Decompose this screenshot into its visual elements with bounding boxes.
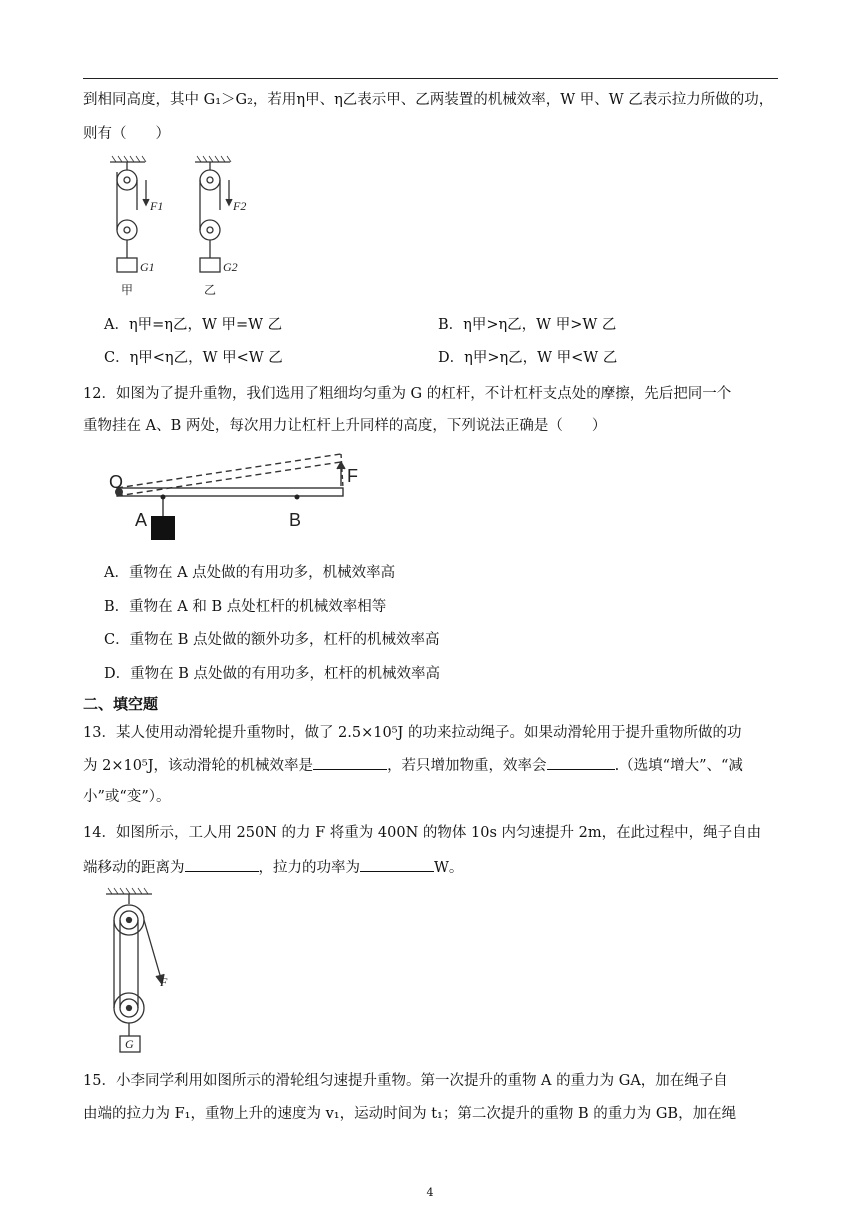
q12-lever-figure — [105, 450, 365, 546]
page-number: 4 — [426, 1186, 434, 1199]
q12-line1: 12．如图为了提升重物，我们选用了粗细均匀重为 G 的杠杆，不计杠杆支点处的摩擦，先后把同一个 — [83, 386, 732, 402]
q12-fig-o: O — [109, 472, 124, 492]
q14-blank-1[interactable] — [185, 857, 259, 872]
header-rule — [83, 78, 778, 79]
q13-line2-text-a: 为 2×10⁵J，该动滑轮的机械效率是 — [83, 758, 314, 774]
q14-fig-f: F — [160, 975, 168, 989]
q13-line2-text-b: ，若只增加物重，效率会 — [387, 758, 547, 774]
q11-fig-g2: G2 — [223, 260, 238, 274]
q12-option-c: C．重物在 B 点处做的额外功多，杠杆的机械效率高 — [104, 632, 440, 648]
q14-line2 — [83, 857, 463, 878]
section-title: 二、填空题 — [83, 695, 159, 713]
q12-option-b: B．重物在 A 和 B 点处杠杆的机械效率相等 — [104, 599, 387, 615]
q14-pulley-figure — [100, 886, 180, 1058]
q11-option-b: B．η甲>η乙，W 甲>W 乙 — [438, 317, 617, 333]
q12-fig-a: A — [135, 510, 148, 530]
q13-line2-text-c: .（选填“增大”、“减 — [614, 758, 743, 774]
q11-option-d: D．η甲>η乙，W 甲<W 乙 — [438, 350, 618, 366]
q13-blank-2[interactable] — [547, 755, 615, 770]
q13-line2 — [83, 755, 743, 776]
q11-fig-f1: F1 — [150, 199, 164, 213]
q12-option-d: D．重物在 B 点处做的有用功多，杠杆的机械效率高 — [104, 666, 440, 682]
q11-line1: 到相同高度，其中 G₁＞G₂，若用η甲、η乙表示甲、乙两装置的机械效率，W 甲、W 乙表示拉力所做的功， — [83, 92, 774, 108]
q11-fig-g1: G1 — [140, 260, 155, 274]
q14-blank-2[interactable] — [360, 857, 434, 872]
q11-fig-yi: 乙 — [204, 283, 217, 297]
q14-fig-g: G — [125, 1037, 134, 1051]
q11-line2: 则有（ ） — [83, 126, 170, 142]
q11-option-a: A．η甲=η乙，W 甲=W 乙 — [104, 317, 283, 333]
q12-option-a: A．重物在 A 点处做的有用功多，机械效率高 — [104, 565, 396, 581]
q12-fig-f: F — [347, 466, 358, 486]
q14-line2-text-b: ，拉力的功率为 — [258, 860, 360, 876]
q12-line2: 重物挂在 A、B 两处，每次用力让杠杆上升同样的高度，下列说法正确是（ ） — [83, 418, 607, 434]
q11-option-c: C．η甲<η乙，W 甲<W 乙 — [104, 350, 283, 366]
q13-line3: 小”或“变”）。 — [83, 789, 171, 805]
q13-line1: 13．某人使用动滑轮提升重物时，做了 2.5×10⁵J 的功来拉动绳子。如果动滑轮用于提升重物所做的功 — [83, 725, 742, 741]
q15-line2: 由端的拉力为 F₁，重物上升的速度为 v₁，运动时间为 t₁；第二次提升的重物 B 的重力为 GB，加在绳 — [83, 1106, 737, 1122]
q14-line1: 14．如图所示，工人用 250N 的力 F 将重为 400N 的物体 10s 内匀速提升 2m，在此过程中，绳子自由 — [83, 825, 762, 841]
q14-line2-text-a: 端移动的距离为 — [83, 860, 185, 876]
q12-fig-b: B — [289, 510, 302, 530]
q15-line1: 15．小李同学利用如图所示的滑轮组匀速提升重物。第一次提升的重物 A 的重力为 GA，加在绳子自 — [83, 1073, 728, 1089]
q13-blank-1[interactable] — [313, 755, 387, 770]
q11-pulley-figure — [100, 152, 260, 300]
q14-line2-text-c: W。 — [434, 860, 464, 876]
q11-fig-f2: F2 — [233, 199, 247, 213]
q11-fig-jia: 甲 — [121, 283, 134, 297]
